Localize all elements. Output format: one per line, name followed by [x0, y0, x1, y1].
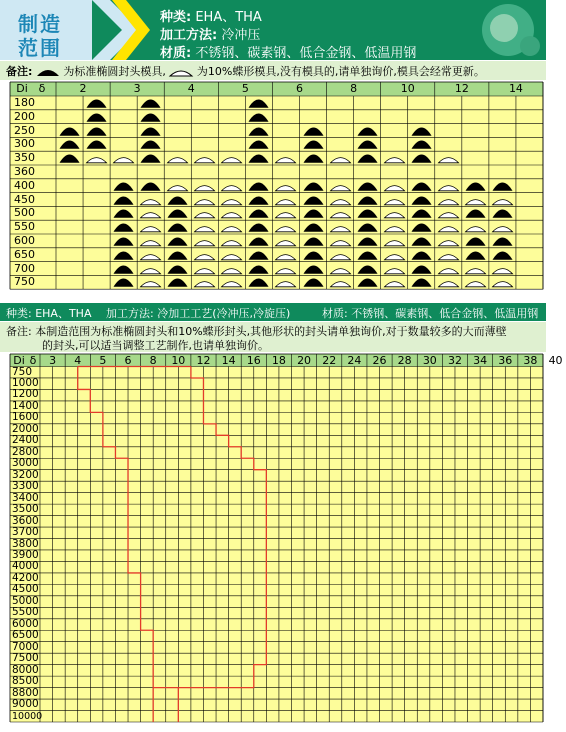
thickness-header: 30 — [422, 354, 437, 367]
ellipse-die-icon — [137, 137, 164, 151]
diameter-label: 3800 — [12, 537, 39, 550]
diameter-label: 4000 — [12, 560, 39, 573]
diameter-label: 3600 — [12, 514, 39, 527]
ellipse-die-icon — [408, 151, 435, 165]
diameter-label: 5000 — [12, 594, 39, 607]
diameter-label: 550 — [14, 220, 35, 234]
diameter-label: 300 — [14, 137, 35, 151]
thickness-header: 24 — [347, 354, 362, 367]
diameter-label: 750 — [14, 275, 35, 289]
ellipse-die-icon — [164, 206, 191, 220]
ellipse-die-icon — [245, 96, 272, 110]
ellipse-die-icon — [164, 234, 191, 248]
header-title-box — [0, 0, 92, 60]
diameter-label: 9000 — [12, 698, 39, 711]
ellipse-die-icon — [489, 234, 516, 248]
decorative-circles-icon — [470, 0, 546, 60]
dish-die-icon — [272, 262, 299, 276]
ellipse-die-icon — [110, 234, 137, 248]
dish-die-icon — [327, 179, 354, 193]
diameter-label: 6000 — [12, 617, 39, 630]
thickness-header: 12 — [454, 82, 469, 95]
thickness-header: 12 — [196, 354, 211, 367]
ellipse-die-icon — [354, 262, 381, 276]
ellipse-die-icon — [245, 206, 272, 220]
dish-die-icon — [137, 262, 164, 276]
header-kind: 种类: EHA、THA — [160, 10, 262, 25]
diameter-label: 700 — [14, 261, 35, 275]
dish-die-icon — [381, 193, 408, 207]
diameter-label: 1600 — [12, 411, 39, 424]
diameter-label: 8500 — [12, 675, 39, 688]
thickness-header: 16 — [246, 354, 261, 367]
dish-die-icon — [435, 193, 462, 207]
ellipse-die-icon — [110, 179, 137, 193]
thickness-header: 10 — [400, 82, 415, 95]
thickness-header: 14 — [221, 354, 236, 367]
ellipse-die-icon — [354, 220, 381, 234]
dish-die-icon — [462, 275, 489, 289]
ellipse-die-icon — [110, 206, 137, 220]
ellipse-die-icon — [354, 179, 381, 193]
dish-die-icon — [381, 248, 408, 262]
dish-die-icon — [164, 179, 191, 193]
section2-kind: 种类: EHA、THA — [6, 307, 92, 320]
dish-die-icon — [462, 193, 489, 207]
ellipse-die-icon — [408, 206, 435, 220]
dish-die-icon — [218, 193, 245, 207]
ellipse-die-icon — [408, 234, 435, 248]
dish-die-icon — [218, 206, 245, 220]
diameter-label: 1000 — [12, 376, 39, 389]
dish-die-icon — [110, 151, 137, 165]
thickness-header: 6 — [296, 82, 303, 95]
ellipse-die-icon — [56, 124, 83, 138]
header-process: 加工方法: 冷冲压 — [160, 28, 261, 43]
thickness-header: 28 — [397, 354, 412, 367]
diameter-label: 2000 — [12, 422, 39, 435]
dish-die-icon — [191, 262, 218, 276]
dish-die-icon — [191, 193, 218, 207]
ellipse-die-icon — [489, 248, 516, 262]
dish-die-icon — [191, 220, 218, 234]
thickness-header: 40 — [548, 354, 563, 367]
dish-die-icon — [191, 248, 218, 262]
ellipse-die-icon — [110, 262, 137, 276]
dish-die-icon — [381, 206, 408, 220]
die-table — [10, 82, 543, 289]
ellipse-die-icon — [408, 137, 435, 151]
ellipse-die-icon — [245, 193, 272, 207]
dish-die-icon — [272, 248, 299, 262]
dish-die-icon — [218, 179, 245, 193]
thickness-header: 8 — [149, 354, 157, 367]
diameter-label: 1200 — [12, 388, 39, 401]
ellipse-die-icon — [462, 248, 489, 262]
corner-di: Di — [13, 354, 25, 367]
ellipse-die-icon — [83, 110, 110, 124]
dish-die-icon — [489, 275, 516, 289]
ellipse-die-icon — [245, 234, 272, 248]
diameter-label: 350 — [14, 151, 35, 165]
ellipse-die-icon — [56, 137, 83, 151]
ellipse-die-icon — [36, 67, 60, 77]
ellipse-die-icon — [462, 234, 489, 248]
dish-die-icon — [191, 234, 218, 248]
section2-material: 材质: 不锈钢、碳素钢、低合金钢、低温用钢 — [322, 307, 539, 320]
thickness-header: 20 — [297, 354, 312, 367]
dish-die-icon — [137, 206, 164, 220]
dish-die-icon — [137, 275, 164, 289]
dish-die-icon — [489, 262, 516, 276]
diameter-label: 3300 — [12, 480, 39, 493]
diameter-label: 200 — [14, 109, 35, 123]
diameter-label: 3700 — [12, 526, 39, 539]
dish-die-icon — [137, 220, 164, 234]
ellipse-die-icon — [489, 179, 516, 193]
dish-die-icon — [218, 151, 245, 165]
diameter-label: 750 — [12, 365, 33, 378]
ellipse-die-icon — [354, 234, 381, 248]
ellipse-die-icon — [137, 179, 164, 193]
thickness-header: 18 — [271, 354, 286, 367]
header-material: 材质: 不锈钢、碳素钢、低合金钢、低温用钢 — [160, 46, 417, 61]
ellipse-die-icon — [408, 220, 435, 234]
ellipse-die-icon — [354, 275, 381, 289]
dish-die-icon — [435, 248, 462, 262]
dish-die-icon — [218, 248, 245, 262]
diameter-label: 1400 — [12, 399, 39, 412]
ellipse-die-icon — [408, 179, 435, 193]
dish-die-icon — [381, 179, 408, 193]
ellipse-die-icon — [56, 151, 83, 165]
dish-die-icon — [218, 220, 245, 234]
dish-die-icon — [169, 67, 193, 77]
diameter-label: 3400 — [12, 491, 39, 504]
title-line2: 范围 — [18, 36, 62, 60]
ellipse-die-icon — [83, 137, 110, 151]
ellipse-die-icon — [245, 124, 272, 138]
ellipse-die-icon — [245, 220, 272, 234]
ellipse-die-icon — [110, 248, 137, 262]
ellipse-die-icon — [300, 220, 327, 234]
dish-die-icon — [272, 193, 299, 207]
dish-die-icon — [435, 206, 462, 220]
dish-die-icon — [272, 220, 299, 234]
ellipse-die-icon — [164, 248, 191, 262]
section2-process: 加工方法: 冷加工工艺(冷冲压,冷旋压) — [106, 307, 291, 320]
ellipse-die-icon — [354, 248, 381, 262]
dish-die-icon — [137, 234, 164, 248]
ellipse-die-icon — [245, 248, 272, 262]
note1-text: 备注: 为标准椭圆封头模具, 为10%蝶形模具,没有模具的,请单独询价,模具会经常更新。 — [6, 65, 485, 78]
dish-die-icon — [191, 151, 218, 165]
diameter-label: 10000 — [12, 710, 43, 722]
ellipse-die-icon — [300, 275, 327, 289]
ellipse-die-icon — [137, 124, 164, 138]
diameter-label: 450 — [14, 192, 35, 206]
ellipse-die-icon — [462, 179, 489, 193]
dish-die-icon — [191, 275, 218, 289]
ellipse-die-icon — [245, 179, 272, 193]
ellipse-die-icon — [164, 262, 191, 276]
dish-die-icon — [462, 262, 489, 276]
corner-delta: δ — [29, 354, 37, 367]
thickness-header: 5 — [99, 354, 107, 367]
ellipse-die-icon — [245, 275, 272, 289]
dish-die-icon — [381, 262, 408, 276]
dish-die-icon — [381, 275, 408, 289]
ellipse-die-icon — [354, 137, 381, 151]
dish-die-icon — [435, 275, 462, 289]
ellipse-die-icon — [300, 234, 327, 248]
dish-die-icon — [435, 262, 462, 276]
ellipse-die-icon — [245, 110, 272, 124]
ellipse-die-icon — [164, 275, 191, 289]
dish-die-icon — [489, 193, 516, 207]
thickness-header: 34 — [473, 354, 488, 367]
diameter-label: 3000 — [12, 457, 39, 470]
thickness-header: 2 — [79, 82, 87, 95]
ellipse-die-icon — [300, 206, 327, 220]
ellipse-die-icon — [164, 220, 191, 234]
ellipse-die-icon — [354, 193, 381, 207]
dish-die-icon — [164, 151, 191, 165]
ellipse-die-icon — [110, 220, 137, 234]
thickness-header: 6 — [124, 354, 132, 367]
ellipse-die-icon — [300, 124, 327, 138]
ellipse-die-icon — [300, 151, 327, 165]
thickness-header: 4 — [74, 354, 82, 367]
dish-die-icon — [137, 193, 164, 207]
diameter-label: 3200 — [12, 468, 39, 481]
ellipse-die-icon — [408, 124, 435, 138]
ellipse-die-icon — [408, 275, 435, 289]
ellipse-die-icon — [245, 151, 272, 165]
dish-die-icon — [137, 248, 164, 262]
diameter-label: 8000 — [12, 663, 39, 676]
diameter-label: 650 — [14, 247, 35, 261]
ellipse-die-icon — [110, 193, 137, 207]
thickness-header: 3 — [49, 354, 57, 367]
ellipse-die-icon — [83, 124, 110, 138]
ellipse-die-icon — [137, 151, 164, 165]
ellipse-die-icon — [489, 206, 516, 220]
dish-die-icon — [381, 220, 408, 234]
chevron-arrows-icon — [92, 0, 150, 60]
diameter-label: 4200 — [12, 571, 39, 584]
diameter-label: 7500 — [12, 652, 39, 665]
title-line1: 制造 — [18, 12, 62, 36]
dish-die-icon — [272, 206, 299, 220]
dish-die-icon — [381, 151, 408, 165]
dish-die-icon — [489, 220, 516, 234]
note2-line1: 备注: 本制造范围为标准椭圆封头和10%蝶形封头,其他形状的封头请单独询价,对于数量较多的大而薄壁 — [6, 325, 507, 338]
range-table — [10, 354, 563, 722]
thickness-header: 8 — [350, 82, 358, 95]
ellipse-die-icon — [245, 262, 272, 276]
thickness-header: 14 — [508, 82, 523, 95]
note-bar-1 — [0, 61, 546, 80]
ellipse-die-icon — [462, 206, 489, 220]
ellipse-die-icon — [354, 151, 381, 165]
dish-die-icon — [327, 275, 354, 289]
thickness-header: 3 — [133, 82, 141, 95]
ellipse-die-icon — [408, 262, 435, 276]
dish-die-icon — [435, 220, 462, 234]
diameter-label: 250 — [14, 123, 35, 137]
ellipse-die-icon — [110, 275, 137, 289]
ellipse-die-icon — [137, 110, 164, 124]
dish-die-icon — [327, 234, 354, 248]
dish-die-icon — [218, 275, 245, 289]
dish-die-icon — [327, 206, 354, 220]
ellipse-die-icon — [137, 96, 164, 110]
section2-bar — [0, 303, 546, 321]
ellipse-die-icon — [408, 248, 435, 262]
ellipse-die-icon — [354, 206, 381, 220]
dish-die-icon — [191, 179, 218, 193]
dish-die-icon — [272, 179, 299, 193]
ellipse-die-icon — [83, 96, 110, 110]
ellipse-die-icon — [164, 193, 191, 207]
dish-die-icon — [381, 234, 408, 248]
diameter-label: 8800 — [12, 686, 39, 699]
thickness-header: 4 — [187, 82, 195, 95]
dish-die-icon — [218, 262, 245, 276]
dish-die-icon — [218, 234, 245, 248]
diameter-label: 2800 — [12, 445, 39, 458]
dish-die-icon — [435, 151, 462, 165]
dish-die-icon — [272, 151, 299, 165]
ellipse-die-icon — [354, 124, 381, 138]
dish-die-icon — [272, 234, 299, 248]
diameter-label: 4500 — [12, 583, 39, 596]
dish-die-icon — [191, 206, 218, 220]
thickness-header: 10 — [171, 354, 186, 367]
diameter-label: 3900 — [12, 548, 39, 561]
corner-di: Di — [16, 82, 28, 95]
ellipse-die-icon — [408, 193, 435, 207]
dish-die-icon — [435, 234, 462, 248]
ellipse-die-icon — [300, 137, 327, 151]
diameter-label: 6500 — [12, 629, 39, 642]
corner-delta: δ — [38, 82, 46, 95]
diameter-label: 360 — [14, 165, 35, 178]
dish-die-icon — [327, 220, 354, 234]
dish-die-icon — [327, 193, 354, 207]
dish-die-icon — [327, 151, 354, 165]
diameter-label: 500 — [14, 206, 35, 220]
ellipse-die-icon — [300, 248, 327, 262]
diameter-label: 600 — [14, 234, 35, 247]
note2-line2: 的封头,可以适当调整工艺制作,也请单独询价。 — [42, 339, 269, 352]
dish-die-icon — [327, 248, 354, 262]
ellipse-die-icon — [300, 262, 327, 276]
ellipse-die-icon — [245, 137, 272, 151]
diameter-label: 2400 — [12, 434, 39, 447]
dish-die-icon — [83, 151, 110, 165]
diameter-label: 7000 — [12, 640, 39, 653]
diameter-label: 400 — [14, 178, 35, 192]
thickness-header: 38 — [523, 354, 538, 367]
ellipse-die-icon — [300, 179, 327, 193]
ellipse-die-icon — [300, 193, 327, 207]
dish-die-icon — [327, 262, 354, 276]
dish-die-icon — [435, 179, 462, 193]
diameter-label: 3500 — [12, 503, 39, 516]
diameter-label: 5500 — [12, 606, 39, 619]
thickness-header: 36 — [498, 354, 513, 367]
thickness-header: 22 — [322, 354, 337, 367]
dish-die-icon — [462, 220, 489, 234]
thickness-header: 32 — [447, 354, 462, 367]
thickness-header: 26 — [372, 354, 387, 367]
dish-die-icon — [272, 275, 299, 289]
thickness-header: 5 — [241, 82, 249, 95]
diameter-label: 180 — [14, 96, 35, 109]
note-bar-2 — [0, 322, 546, 352]
